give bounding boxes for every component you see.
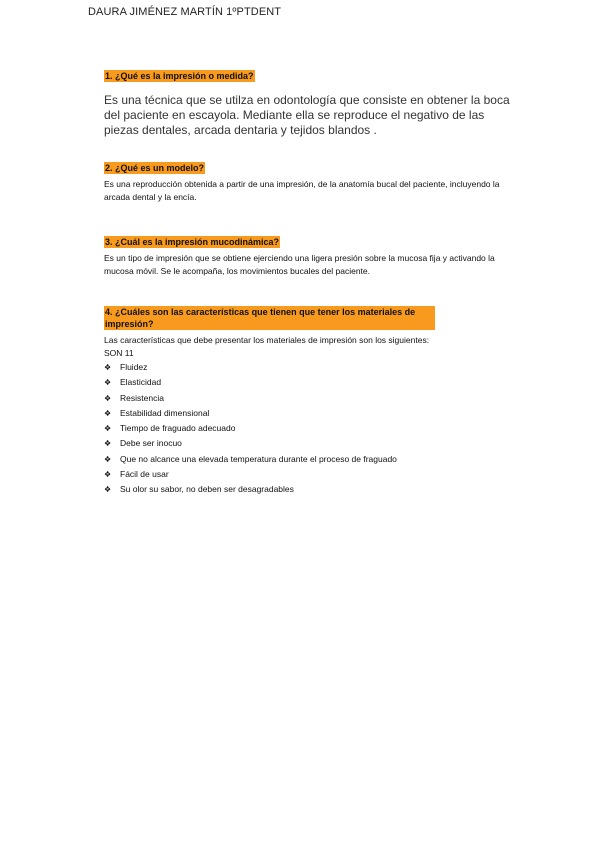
list-item: ❖ Debe ser inocuo [104,436,444,451]
list-item: ❖ Su olor su sabor, no deben ser desagradables [104,482,444,497]
question-4-title: 4. ¿Cuáles son las características que tienen que tener los materiales de impresión? [104,306,435,330]
diamond-bullet-icon: ❖ [104,378,112,388]
diamond-bullet-icon: ❖ [104,408,112,418]
diamond-bullet-icon: ❖ [104,470,112,480]
list-item: ❖ Que no alcance una elevada temperatura durante el proceso de fraguado [104,452,444,467]
diamond-bullet-icon: ❖ [104,485,112,495]
diamond-bullet-icon: ❖ [104,424,112,434]
answer-1: Es una técnica que se utilza en odontología que consiste en obtener la boca del paciente en escayola. Mediante ella se reproduce el negativo de las piezas dentales, arcada dentaria y tejidos blandos . [104,93,510,137]
answer-3: Es un tipo de impresión que se obtiene ejerciendo una ligera presión sobre la mucosa fija y activando la mucosa móvil. Se le acompaña, los movimientos bucales del paciente. [104,253,495,276]
characteristics-list [104,360,444,498]
section-1 [104,66,522,138]
question-2-title: 2. ¿Qué es un modelo? [105,163,205,173]
list-item: ❖ Resistencia [104,391,444,406]
list-item: ❖ Fácil de usar [104,467,444,482]
diamond-bullet-icon: ❖ [104,393,112,403]
list-item: ❖ Estabilidad dimensional [104,406,444,421]
diamond-bullet-icon: ❖ [104,454,112,464]
section-2 [104,158,524,204]
diamond-bullet-icon: ❖ [104,439,112,449]
list-item: ❖ Fluidez [104,360,444,375]
document-header: DAURA JIMÉNEZ MARTÍN 1ºPTDENT [88,6,282,18]
question-1-title: 1. ¿Qué es la impresión o medida? [105,71,254,81]
section-3 [104,232,524,278]
answer-2: Es una reproducción obtenida a partir de una impresión, de la anatomía bucal del paciente, incluyendo la arcada dental y la encía. [104,179,500,202]
list-item: ❖ Elasticidad [104,375,444,390]
diamond-bullet-icon: ❖ [104,363,112,372]
question-3-title: 3. ¿Cuál es la impresión mucodinámica? [105,237,280,247]
answer-4-intro: Las características que debe presentar los materiales de impresión son los siguientes: SON 11 [104,335,430,358]
list-item: ❖ Tiempo de fraguado adecuado [104,421,444,436]
section-4 [104,306,444,498]
